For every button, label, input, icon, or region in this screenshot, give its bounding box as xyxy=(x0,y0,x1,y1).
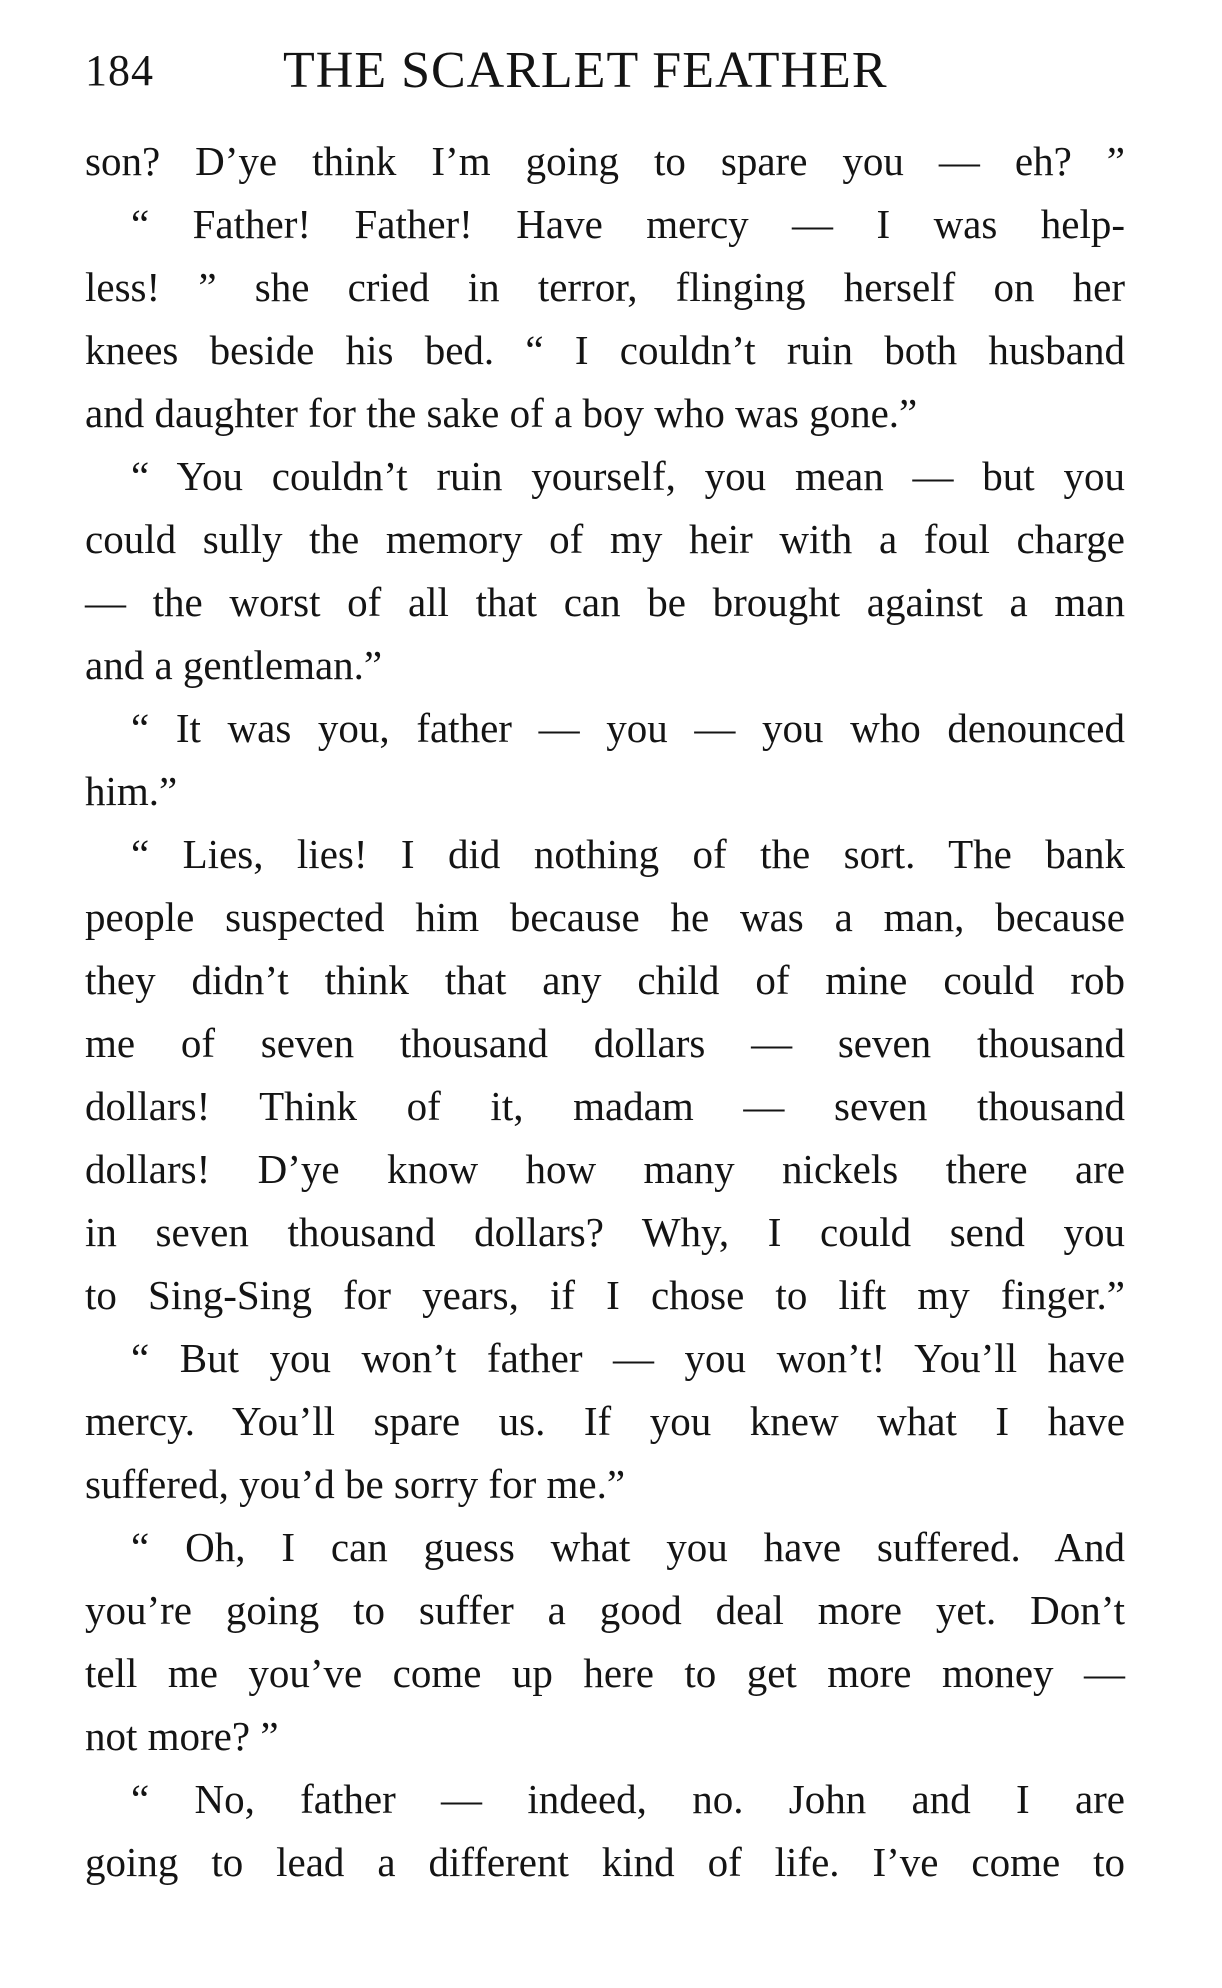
text-line: and daughter for the sake of a boy who was gone.” xyxy=(85,390,918,436)
text-line: tell me you’ve come up here to get more money — xyxy=(85,1650,1125,1696)
text-line: “ But you won’t father — you won’t! You’ll have xyxy=(131,1335,1125,1381)
text-line: to Sing-Sing for years, if I chose to lift my finger.” xyxy=(85,1272,1125,1318)
text-line: and a gentleman.” xyxy=(85,642,383,688)
text-line: knees beside his bed. “ I couldn’t ruin both husband xyxy=(85,327,1125,373)
text-line: not more? ” xyxy=(85,1713,279,1759)
text-line: “ Father! Father! Have mercy — I was help- xyxy=(131,201,1125,247)
text-line: could sully the memory of my heir with a foul charge xyxy=(85,516,1125,562)
text-line: “ Lies, lies! I did nothing of the sort. The bank xyxy=(131,831,1125,877)
text-line: “ It was you, father — you — you who denounced xyxy=(131,705,1125,751)
running-title: THE SCARLET FEATHER xyxy=(283,42,888,99)
text-line: me of seven thousand dollars — seven thousand xyxy=(85,1020,1125,1066)
text-line: in seven thousand dollars? Why, I could send you xyxy=(85,1209,1125,1255)
page-number: 184 xyxy=(85,46,154,95)
page-header xyxy=(85,36,1145,106)
text-line: “ You couldn’t ruin yourself, you mean — but you xyxy=(131,453,1125,499)
text-line: him.” xyxy=(85,768,178,814)
text-line: dollars! Think of it, madam — seven thousand xyxy=(85,1083,1125,1129)
body-text xyxy=(85,130,1125,1894)
text-line: dollars! D’ye know how many nickels there are xyxy=(85,1146,1125,1192)
text-line: going to lead a different kind of life. I’ve come to xyxy=(85,1839,1125,1885)
text-line: people suspected him because he was a man, because xyxy=(85,894,1125,940)
text-line: “ Oh, I can guess what you have suffered. And xyxy=(131,1524,1125,1570)
text-line: “ No, father — indeed, no. John and I are xyxy=(131,1776,1125,1822)
text-line: suffered, you’d be sorry for me.” xyxy=(85,1461,626,1507)
text-line: less! ” she cried in terror, flinging herself on her xyxy=(85,264,1125,310)
text-line: mercy. You’ll spare us. If you knew what I have xyxy=(85,1398,1125,1444)
text-line: — the worst of all that can be brought against a man xyxy=(85,579,1125,625)
text-line: son? D’ye think I’m going to spare you — eh? ” xyxy=(85,138,1125,184)
text-line: you’re going to suffer a good deal more yet. Don’t xyxy=(85,1587,1125,1633)
text-line: they didn’t think that any child of mine could rob xyxy=(85,957,1125,1003)
